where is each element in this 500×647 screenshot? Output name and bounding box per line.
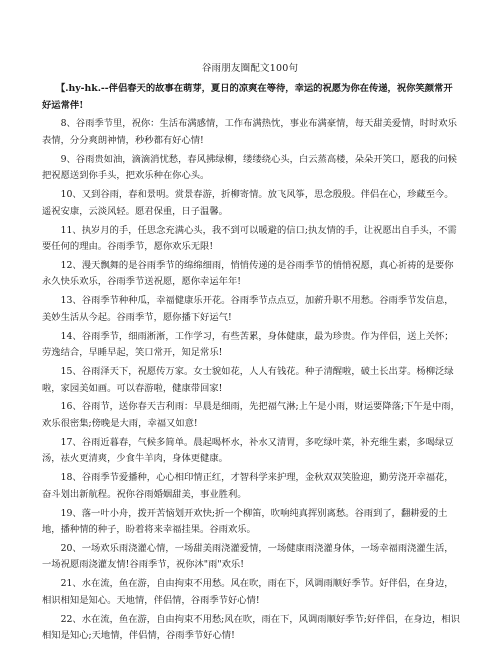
paragraph-18: 18、谷雨季节爱播种，心心相印情正红，才智科学来护理，金秋双双笑脸迎，勤劳浇开幸福花，奋斗划出新航程。祝你谷雨婚姻甜美，事业胜利。 (42, 472, 454, 500)
paragraph-19: 19、落一叶小舟，拨开苦恼划开欢快;折一个柳笛，吹响纯真挥别离愁。谷雨到了，翻耕爱的土地，播种情的种子，盼着将来幸福挂果。谷雨欢乐。 (42, 507, 448, 536)
paragraph-12: 12、漫天飘舞的是谷雨季节的绵绵细雨，悄悄传递的是谷雨季节的悄悄祝愿，真心祈祷的是要你永久快乐欢乐，谷雨季节送祝愿，愿你幸运年年! (42, 259, 454, 288)
paragraph-10: 10、又到谷雨，春和景明。赏景春游，折柳寄情。放飞风筝，思念殷殷。伴侣在心，珍藏至今。遥祝安康，云淡风轻。愿君保重，日子温馨。 (42, 189, 454, 217)
document-title: 谷雨朋友圈配文100句 (201, 63, 299, 74)
paragraph-intro: 【.hy-hk.--伴侣春天的故事在萌芽，夏日的凉爽在等待，幸运的祝愿为你在传递，祝你笑颜常开好运常伴! (42, 83, 453, 111)
paragraph-21: 21、水在流，鱼在游，自由拘束不用愁。风在吹，雨在下，风调雨顺好季节。好伴侣，在身边，相识相知是知心。天地情，伴侣情，谷雨季节好心情! (42, 578, 454, 606)
paragraph-13: 13、谷雨季节种种瓜，幸福健康乐开花。谷雨季节点点豆，加薪升职不用愁。谷雨季节发信息，美妙生活从今起。谷雨季节，愿你播下好运气! (42, 295, 454, 323)
paragraph-16: 16、谷雨节，送你春天吉利雨：早晨是细雨，先把福气淋;上午是小雨，财运要降落;下午是中雨，欢乐很密集;傍晚是大雨，幸福又如意! (42, 401, 460, 429)
document-body (42, 81, 460, 647)
paragraph-14: 14、谷雨季节，细雨淅淅，工作学习，有些苦累，身体健康，最为珍贵。作为伴侣，送上关怀；劳逸结合，早睡早起，笑口常开，知足常乐! (42, 330, 454, 359)
paragraph-22: 22、水在流，鱼在游，自由拘束不用愁;风在吹，雨在下，风调雨顺好季节;好伴侣，在身边，相识相知是知心;天地情，伴侣情，谷雨季节好心情! (42, 613, 460, 642)
paragraph-20: 20、一场欢乐雨浇灌心情，一场甜美雨浇灌爱情，一场健康雨浇灌身体，一场幸福雨浇灌生活，一场祝愿雨浇灌友情!谷雨季节，祝你沐"雨"欢乐! (42, 542, 454, 571)
paragraph-11: 11、执岁月的手，任思念充满心头，我不到可以暖避的信口;执友情的手，让祝愿出自手头，不需要任何的理由。谷雨季节，愿你欢乐无限! (42, 224, 457, 253)
paragraph-15: 15、谷雨泽天下，祝愿传万家。女士貌如花，人人有钱花。种子清醒啦，破土长出芽。杨柳泛绿啦，家园美如画。可以春游啦，健康带回家! (42, 366, 454, 394)
paragraph-9: 9、谷雨贵如油，滴滴消忧愁，春风拂绿柳，缕缕绕心头，白云蒸高楼，朵朵开笑口，愿我的问候把祝愿送到你手头，把欢乐种在你心头。 (42, 153, 457, 182)
paragraph-8: 8、谷雨季节里，祝你：生活布满感情，工作布满热忱，事业布满豪情，每天甜美爱情，时时欢乐表情，分分爽朗神情，秒秒都有好心情! (42, 118, 457, 146)
paragraph-17: 17、谷雨近暮春，气候多简单。晨起喝杯水，补水又清胃，多吃绿叶菜，补充维生素，多喝绿豆汤，祛火更清爽，少食牛羊肉，身体更健康。 (42, 436, 454, 465)
